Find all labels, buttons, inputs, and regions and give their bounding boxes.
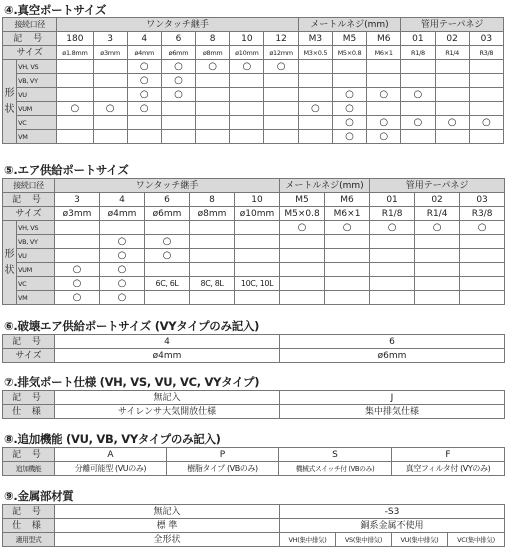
mark-cell bbox=[196, 116, 230, 130]
mark-cell bbox=[264, 88, 298, 102]
circle-mark: ○ bbox=[367, 116, 401, 130]
circle-mark: ○ bbox=[57, 102, 93, 116]
size-label: サイズ bbox=[3, 207, 55, 221]
metric-thread-header: メートルネジ(mm) bbox=[280, 179, 370, 193]
size-label: サイズ bbox=[3, 349, 55, 363]
circle-mark: ○ bbox=[145, 235, 190, 249]
mark-cell bbox=[264, 102, 298, 116]
mark-cell bbox=[190, 249, 235, 263]
mark-cell bbox=[367, 102, 401, 116]
taper-thread-header: 管用テーパネジ bbox=[370, 179, 505, 193]
circle-mark: ○ bbox=[332, 116, 366, 130]
code-cell: 4 bbox=[100, 193, 145, 207]
spec-cell: サイレンサ大気開放仕様 bbox=[55, 405, 280, 419]
mark-cell bbox=[298, 130, 332, 144]
code-cell: 無記入 bbox=[55, 505, 280, 519]
mark-cell bbox=[325, 291, 370, 305]
mark-cell bbox=[57, 60, 93, 74]
model-row bbox=[3, 102, 504, 116]
mark-cell bbox=[161, 116, 195, 130]
mark-cell bbox=[235, 291, 280, 305]
model-row bbox=[3, 277, 505, 291]
spec-cell: 機械式スイッチ付 (VBのみ) bbox=[279, 462, 392, 476]
model-name: VM bbox=[17, 130, 57, 144]
mark-cell bbox=[145, 291, 190, 305]
circle-mark: ○ bbox=[93, 102, 127, 116]
exhaust-port-table bbox=[2, 390, 505, 419]
size-cell: ø10mm bbox=[235, 207, 280, 221]
shape-label-text: 形状 bbox=[4, 87, 15, 115]
code-cell: 4 bbox=[127, 32, 161, 46]
mark-cell bbox=[230, 74, 264, 88]
shape-label bbox=[3, 60, 17, 144]
mark-cell bbox=[127, 116, 161, 130]
code-cell: -S3 bbox=[280, 505, 505, 519]
mark-cell bbox=[235, 263, 280, 277]
mark-cell bbox=[93, 60, 127, 74]
circle-mark: ○ bbox=[370, 221, 415, 235]
spec-cell: 分離可能型 (VUのみ) bbox=[55, 462, 167, 476]
mark-cell bbox=[298, 74, 332, 88]
mark-cell bbox=[332, 74, 366, 88]
mark-cell bbox=[264, 130, 298, 144]
mark-cell bbox=[230, 102, 264, 116]
spec-cell: 標 準 bbox=[55, 519, 280, 533]
mark-cell bbox=[435, 88, 469, 102]
size-cell: ø4mm bbox=[100, 207, 145, 221]
circle-mark: ○ bbox=[161, 74, 195, 88]
code-cell: M5 bbox=[332, 32, 366, 46]
code-cell: 02 bbox=[415, 193, 460, 207]
size-cell: ø8mm bbox=[190, 207, 235, 221]
circle-mark: ○ bbox=[127, 60, 161, 74]
mark-cell bbox=[235, 249, 280, 263]
mark-cell bbox=[57, 130, 93, 144]
mark-cell bbox=[280, 235, 325, 249]
circle-mark: ○ bbox=[264, 60, 298, 74]
size-cell: M5×0.8 bbox=[332, 46, 366, 60]
mark-cell bbox=[460, 249, 505, 263]
circle-mark: ○ bbox=[332, 130, 366, 144]
model-row bbox=[3, 74, 504, 88]
mark-cell bbox=[298, 116, 332, 130]
mark-cell bbox=[55, 235, 100, 249]
code-label: 記 号 bbox=[3, 32, 57, 46]
size-label: サイズ bbox=[3, 46, 57, 60]
mark-cell bbox=[469, 130, 503, 144]
size-cell: R1/4 bbox=[415, 207, 460, 221]
code-label: 記 号 bbox=[3, 448, 55, 462]
circle-mark: ○ bbox=[100, 249, 145, 263]
section-title-break-air-port: ⑥.破壊エア供給ポートサイズ (VYタイプのみ記入) bbox=[4, 319, 260, 333]
model-row bbox=[3, 291, 505, 305]
size-cell: ø1.8mm bbox=[57, 46, 93, 60]
mark-cell bbox=[55, 221, 100, 235]
mark-cell bbox=[190, 291, 235, 305]
mark-cell bbox=[280, 291, 325, 305]
section-title-metal-material: ⑨.金属部材質 bbox=[4, 489, 74, 503]
mark-cell bbox=[435, 60, 469, 74]
size-cell: ø8mm bbox=[196, 46, 230, 60]
code-label: 記 号 bbox=[3, 335, 55, 349]
mark-cell bbox=[127, 130, 161, 144]
circle-mark: ○ bbox=[55, 277, 100, 291]
model-name: VB, VY bbox=[17, 235, 55, 249]
mark-cell bbox=[325, 277, 370, 291]
code-cell: 8 bbox=[196, 32, 230, 46]
model-row bbox=[3, 235, 505, 249]
code-cell: 4 bbox=[55, 335, 280, 349]
shape-label-text: 形状 bbox=[4, 248, 15, 276]
circle-mark: ○ bbox=[298, 102, 332, 116]
code-cell: 180 bbox=[57, 32, 93, 46]
circle-mark: ○ bbox=[100, 263, 145, 277]
mark-cell bbox=[145, 221, 190, 235]
code-cell: 12 bbox=[264, 32, 298, 46]
mark-cell: 8C, 8L bbox=[190, 277, 235, 291]
mark-cell bbox=[161, 130, 195, 144]
mark-cell bbox=[145, 263, 190, 277]
circle-mark: ○ bbox=[401, 88, 435, 102]
circle-mark: ○ bbox=[55, 263, 100, 277]
model-name: VH, VS bbox=[17, 221, 55, 235]
mark-cell bbox=[435, 74, 469, 88]
air-supply-port-table bbox=[2, 178, 505, 305]
circle-mark: ○ bbox=[55, 291, 100, 305]
circle-mark: ○ bbox=[469, 116, 503, 130]
mark-cell bbox=[196, 74, 230, 88]
mark-cell bbox=[55, 249, 100, 263]
mark-cell bbox=[280, 249, 325, 263]
circle-mark: ○ bbox=[332, 88, 366, 102]
function-label: 追加機能 bbox=[3, 462, 55, 476]
mark-cell bbox=[325, 263, 370, 277]
size-cell: ø3mm bbox=[93, 46, 127, 60]
mark-cell bbox=[460, 235, 505, 249]
code-cell: 無記入 bbox=[55, 391, 280, 405]
mark-cell bbox=[415, 235, 460, 249]
code-cell: S bbox=[279, 448, 392, 462]
circle-mark: ○ bbox=[332, 102, 366, 116]
port-header: 接続口径 bbox=[3, 18, 57, 32]
mark-cell bbox=[93, 116, 127, 130]
spec-cell: 銅系金属不使用 bbox=[280, 519, 505, 533]
additional-function-table bbox=[2, 447, 505, 476]
model-row bbox=[3, 60, 504, 74]
mark-cell bbox=[196, 130, 230, 144]
size-cell: M3×0.5 bbox=[298, 46, 332, 60]
circle-mark: ○ bbox=[367, 130, 401, 144]
circle-mark: ○ bbox=[196, 60, 230, 74]
circle-mark: ○ bbox=[435, 116, 469, 130]
size-cell: M6×1 bbox=[325, 207, 370, 221]
code-cell: F bbox=[392, 448, 505, 462]
mark-cell bbox=[325, 235, 370, 249]
model-name: VC bbox=[17, 277, 55, 291]
mark-cell bbox=[460, 277, 505, 291]
metric-thread-header: メートルネジ(mm) bbox=[298, 18, 401, 32]
mark-cell bbox=[415, 263, 460, 277]
mark-cell bbox=[370, 277, 415, 291]
mark-cell bbox=[93, 74, 127, 88]
metal-material-table bbox=[2, 504, 505, 547]
mark-cell bbox=[196, 102, 230, 116]
mark-cell: 10C, 10L bbox=[235, 277, 280, 291]
code-cell: 6 bbox=[145, 193, 190, 207]
mark-cell bbox=[370, 235, 415, 249]
circle-mark: ○ bbox=[401, 116, 435, 130]
one-touch-header: ワンタッチ継手 bbox=[57, 18, 298, 32]
model-name: VUM bbox=[17, 102, 57, 116]
mark-cell bbox=[57, 74, 93, 88]
code-cell: M5 bbox=[280, 193, 325, 207]
mark-cell bbox=[370, 291, 415, 305]
code-label: 記 号 bbox=[3, 193, 55, 207]
size-cell: R1/8 bbox=[370, 207, 415, 221]
spec-label: 仕 様 bbox=[3, 519, 55, 533]
mark-cell bbox=[264, 116, 298, 130]
mark-cell bbox=[190, 235, 235, 249]
s3-model-cell: VH(集中排気) bbox=[280, 533, 336, 547]
section-title-air-supply-port: ⑤.エア供給ポートサイズ bbox=[4, 163, 129, 177]
code-cell: 3 bbox=[55, 193, 100, 207]
mark-cell bbox=[401, 60, 435, 74]
mark-cell: 6C, 6L bbox=[145, 277, 190, 291]
mark-cell bbox=[57, 116, 93, 130]
model-name: VC bbox=[17, 116, 57, 130]
mark-cell bbox=[161, 102, 195, 116]
size-cell: R3/8 bbox=[460, 207, 505, 221]
mark-cell bbox=[469, 74, 503, 88]
mark-cell bbox=[190, 263, 235, 277]
mark-cell bbox=[280, 263, 325, 277]
mark-cell bbox=[93, 130, 127, 144]
mark-cell bbox=[401, 130, 435, 144]
code-cell: 3 bbox=[93, 32, 127, 46]
code-cell: 01 bbox=[370, 193, 415, 207]
break-air-port-table bbox=[2, 334, 505, 363]
circle-mark: ○ bbox=[100, 277, 145, 291]
code-cell: 8 bbox=[190, 193, 235, 207]
size-cell: ø4mm bbox=[55, 349, 280, 363]
size-cell: ø6mm bbox=[280, 349, 505, 363]
circle-mark: ○ bbox=[127, 74, 161, 88]
model-name: VH, VS bbox=[17, 60, 57, 74]
code-cell: 10 bbox=[230, 32, 264, 46]
applicable-model-label: 適用型式 bbox=[3, 533, 55, 547]
mark-cell bbox=[264, 74, 298, 88]
mark-cell bbox=[367, 74, 401, 88]
mark-cell bbox=[460, 291, 505, 305]
mark-cell bbox=[325, 249, 370, 263]
size-cell: ø3mm bbox=[55, 207, 100, 221]
model-name: VU bbox=[17, 88, 57, 102]
std-model-cell: 全形状 bbox=[55, 533, 280, 547]
circle-mark: ○ bbox=[280, 221, 325, 235]
mark-cell bbox=[469, 102, 503, 116]
mark-cell bbox=[230, 130, 264, 144]
section-title-additional-function: ⑧.追加機能 (VU, VB, VYタイプのみ記入) bbox=[4, 432, 221, 446]
spec-label: 仕 様 bbox=[3, 405, 55, 419]
s3-model-cell: VS(集中排気) bbox=[336, 533, 392, 547]
circle-mark: ○ bbox=[161, 60, 195, 74]
code-label: 記 号 bbox=[3, 391, 55, 405]
mark-cell bbox=[415, 249, 460, 263]
shape-label bbox=[3, 221, 17, 305]
size-cell: ø12mm bbox=[264, 46, 298, 60]
mark-cell bbox=[332, 60, 366, 74]
code-cell: M3 bbox=[298, 32, 332, 46]
code-label: 記 号 bbox=[3, 505, 55, 519]
size-cell: M6×1 bbox=[367, 46, 401, 60]
code-cell: M6 bbox=[367, 32, 401, 46]
mark-cell bbox=[370, 249, 415, 263]
code-cell: 6 bbox=[280, 335, 505, 349]
mark-cell bbox=[415, 291, 460, 305]
mark-cell bbox=[367, 60, 401, 74]
spec-cell: 集中排気仕様 bbox=[280, 405, 505, 419]
mark-cell bbox=[469, 60, 503, 74]
code-cell: 6 bbox=[161, 32, 195, 46]
mark-cell bbox=[401, 74, 435, 88]
vacuum-port-table bbox=[2, 17, 504, 144]
size-cell: ø10mm bbox=[230, 46, 264, 60]
code-cell: 01 bbox=[401, 32, 435, 46]
model-row bbox=[3, 221, 505, 235]
model-row bbox=[3, 130, 504, 144]
model-name: VM bbox=[17, 291, 55, 305]
mark-cell bbox=[230, 88, 264, 102]
model-name: VUM bbox=[17, 263, 55, 277]
model-row bbox=[3, 263, 505, 277]
circle-mark: ○ bbox=[127, 88, 161, 102]
size-cell: R3/8 bbox=[469, 46, 503, 60]
taper-thread-header: 管用テーパネジ bbox=[401, 18, 504, 32]
section-title-vacuum-port: ④.真空ポートサイズ bbox=[4, 3, 107, 17]
code-cell: M6 bbox=[325, 193, 370, 207]
mark-cell bbox=[415, 277, 460, 291]
circle-mark: ○ bbox=[100, 291, 145, 305]
mark-cell bbox=[93, 88, 127, 102]
circle-mark: ○ bbox=[325, 221, 370, 235]
circle-mark: ○ bbox=[460, 221, 505, 235]
one-touch-header: ワンタッチ継手 bbox=[55, 179, 280, 193]
mark-cell bbox=[370, 263, 415, 277]
spec-cell: 樹脂タイプ (VBのみ) bbox=[167, 462, 279, 476]
mark-cell bbox=[190, 221, 235, 235]
code-cell: 03 bbox=[469, 32, 503, 46]
s3-model-cell: VC(集中排気) bbox=[448, 533, 505, 547]
mark-cell bbox=[401, 102, 435, 116]
code-cell: J bbox=[280, 391, 505, 405]
mark-cell bbox=[435, 102, 469, 116]
circle-mark: ○ bbox=[127, 102, 161, 116]
mark-cell bbox=[435, 130, 469, 144]
size-cell: R1/4 bbox=[435, 46, 469, 60]
spec-cell: 真空フィルタ付 (VYのみ) bbox=[392, 462, 505, 476]
section-title-exhaust-port: ⑦.排気ポート仕様 (VH, VS, VU, VC, VYタイプ) bbox=[4, 375, 260, 389]
model-row bbox=[3, 116, 504, 130]
port-header: 接続口径 bbox=[3, 179, 55, 193]
mark-cell bbox=[298, 88, 332, 102]
size-cell: R1/8 bbox=[401, 46, 435, 60]
circle-mark: ○ bbox=[367, 88, 401, 102]
model-row bbox=[3, 249, 505, 263]
model-row bbox=[3, 88, 504, 102]
size-cell: ø4mm bbox=[127, 46, 161, 60]
mark-cell bbox=[469, 88, 503, 102]
code-cell: 02 bbox=[435, 32, 469, 46]
code-cell: A bbox=[55, 448, 167, 462]
size-cell: ø6mm bbox=[161, 46, 195, 60]
model-name: VB, VY bbox=[17, 74, 57, 88]
mark-cell bbox=[57, 88, 93, 102]
circle-mark: ○ bbox=[230, 60, 264, 74]
circle-mark: ○ bbox=[100, 235, 145, 249]
size-cell: M5×0.8 bbox=[280, 207, 325, 221]
model-name: VU bbox=[17, 249, 55, 263]
mark-cell bbox=[298, 60, 332, 74]
code-cell: 03 bbox=[460, 193, 505, 207]
circle-mark: ○ bbox=[145, 249, 190, 263]
size-cell: ø6mm bbox=[145, 207, 190, 221]
circle-mark: ○ bbox=[161, 88, 195, 102]
code-cell: 10 bbox=[235, 193, 280, 207]
mark-cell bbox=[235, 221, 280, 235]
circle-mark: ○ bbox=[415, 221, 460, 235]
mark-cell bbox=[196, 88, 230, 102]
mark-cell bbox=[230, 116, 264, 130]
mark-cell bbox=[280, 277, 325, 291]
mark-cell bbox=[460, 263, 505, 277]
s3-model-cell: VU(集中排気) bbox=[392, 533, 448, 547]
code-cell: P bbox=[167, 448, 279, 462]
mark-cell bbox=[100, 221, 145, 235]
mark-cell bbox=[235, 235, 280, 249]
